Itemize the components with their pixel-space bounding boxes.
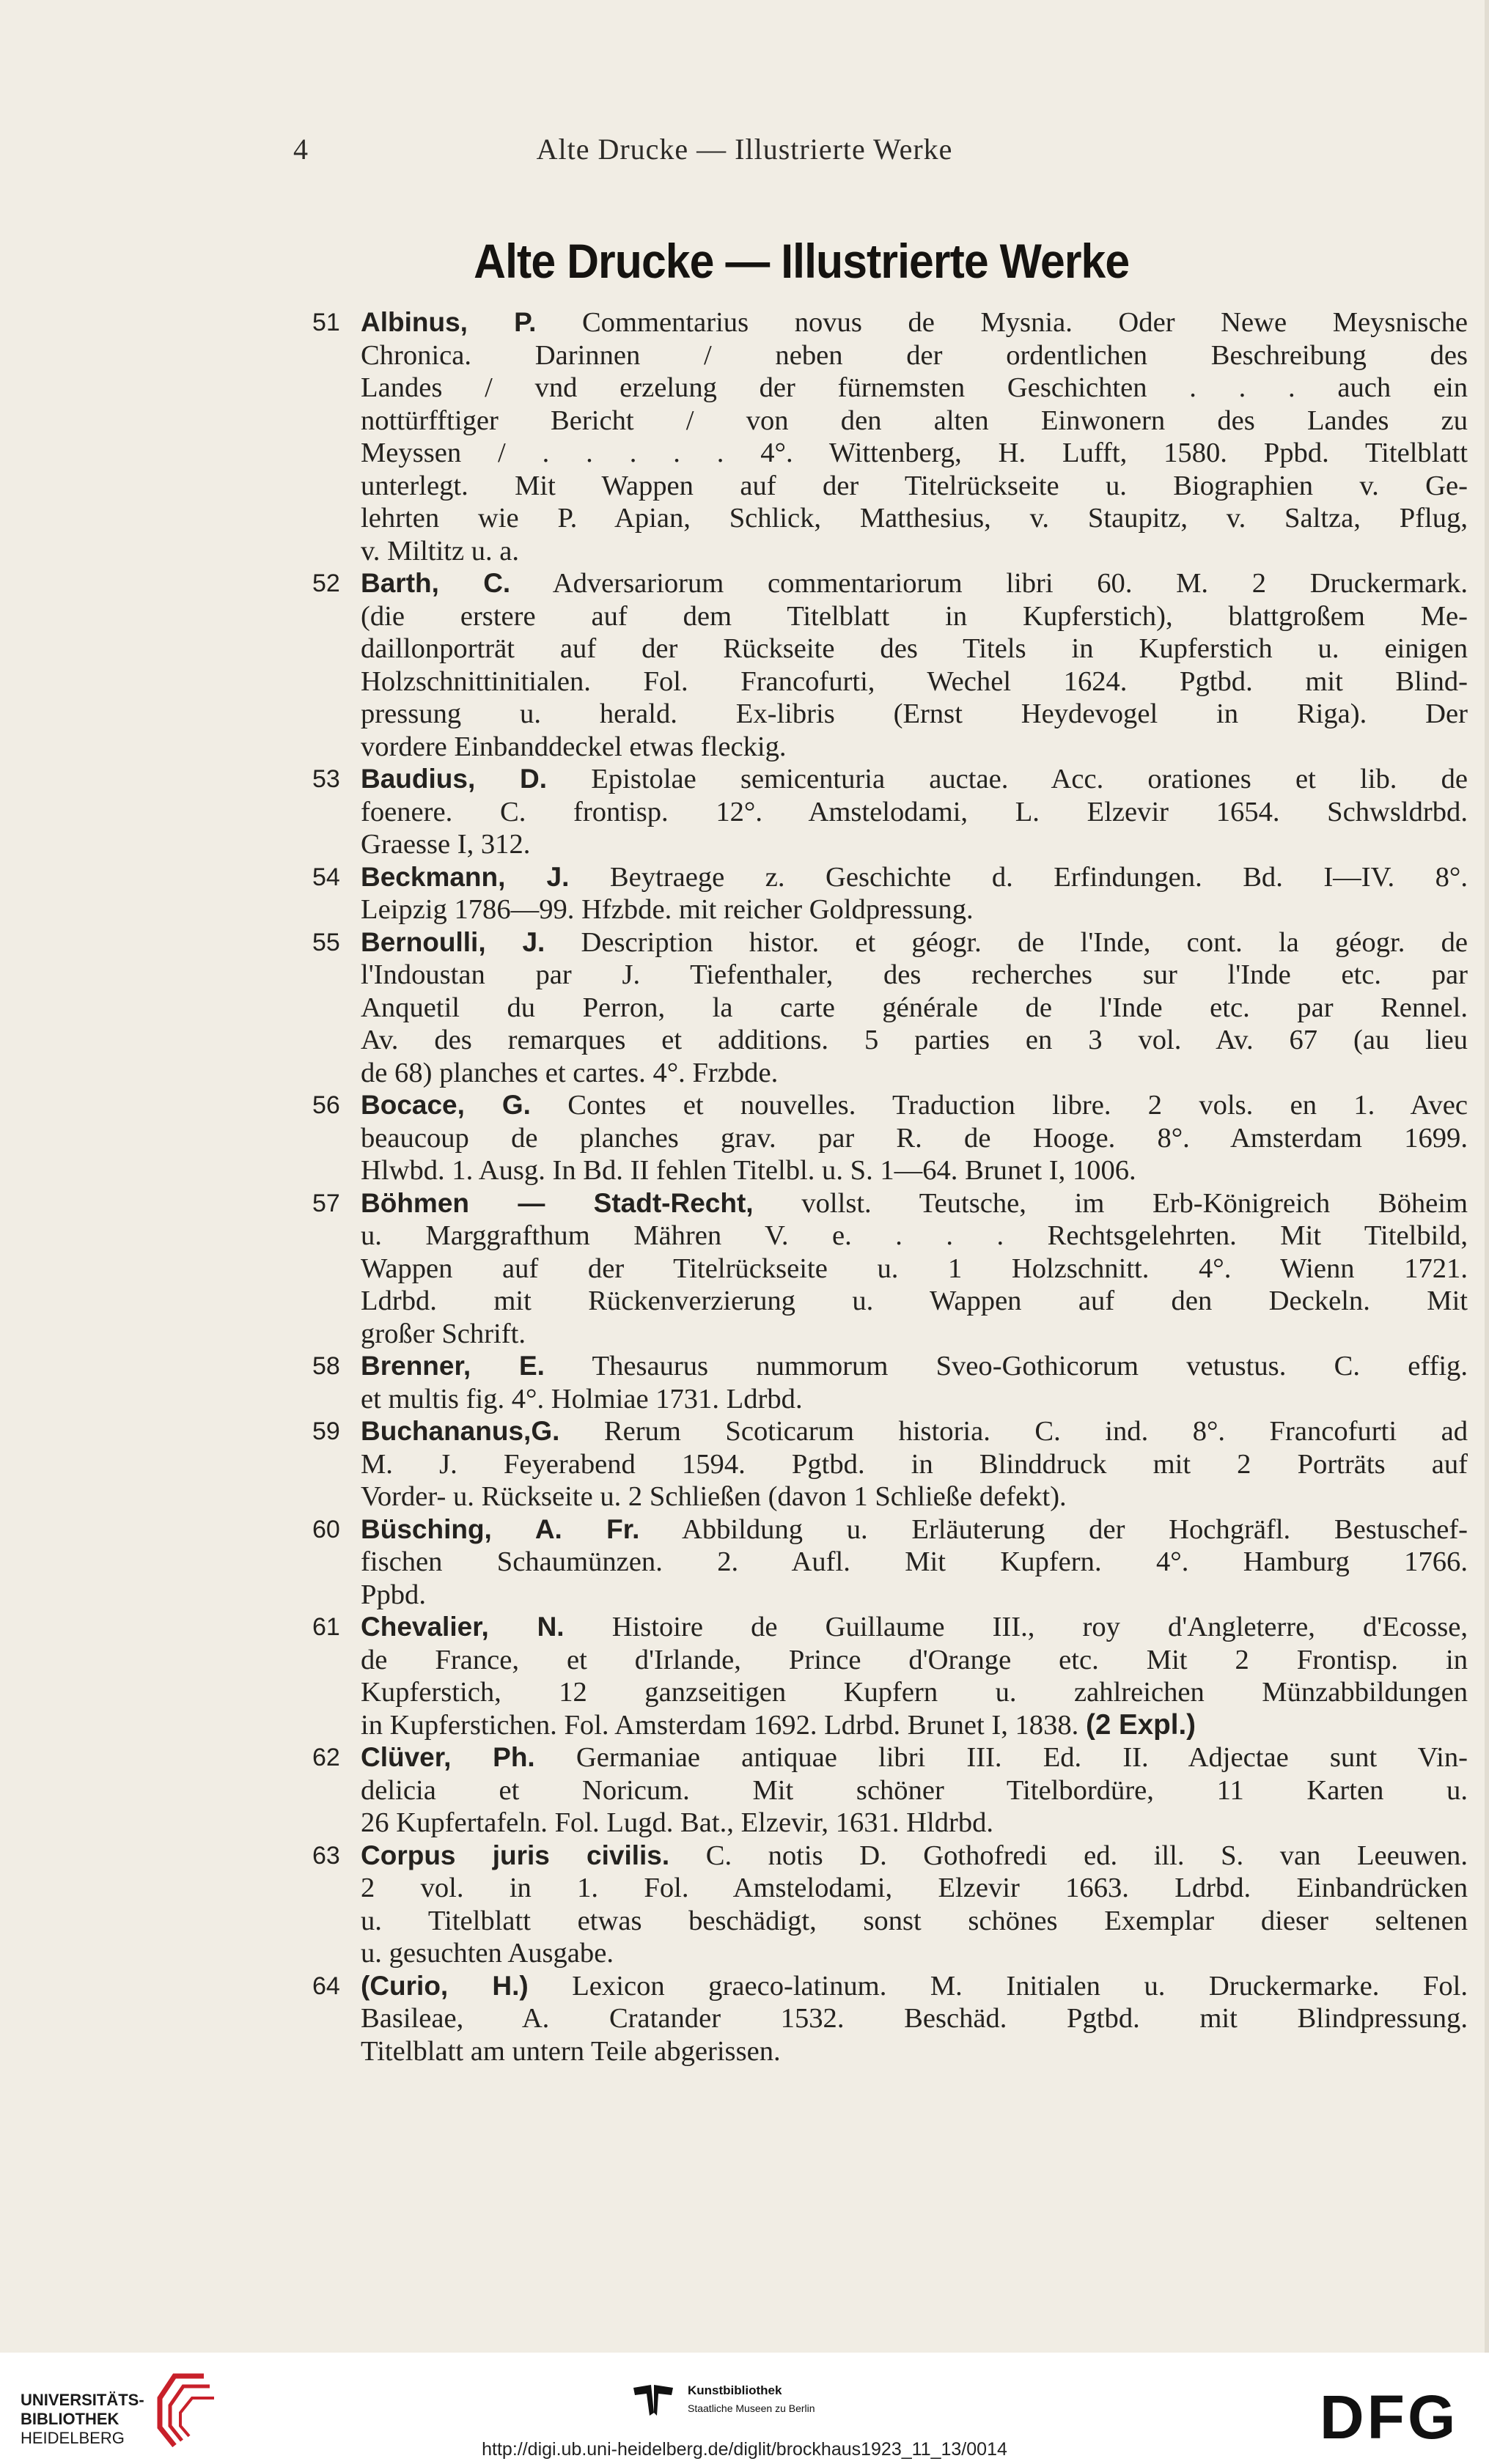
- entry-number: 52: [312, 569, 340, 597]
- entry-line: [361, 1089, 1468, 1122]
- entry-line: [361, 665, 1468, 698]
- entry-author: Chevalier, N.: [361, 1612, 565, 1642]
- entry-text: Anquetil du Perron, la carte générale de l'Inde etc. par Rennel.: [361, 992, 1468, 1023]
- entry-line: [361, 306, 1468, 339]
- library-line-1: UNIVERSITÄTS-: [21, 2391, 144, 2409]
- entry-author: Büsching, A. Fr.: [361, 1513, 640, 1544]
- entry-author: Böhmen — Stadt-Recht,: [361, 1187, 754, 1218]
- entry-line: [361, 1480, 1468, 1513]
- catalogue-entry: [312, 1741, 1468, 1840]
- footer-bar: [0, 2353, 1489, 2464]
- entry-text: Histoire de Guillaume III., roy d'Angleterre, d'Ecosse,: [564, 1612, 1468, 1642]
- entry-line: [361, 600, 1468, 633]
- entry-text: u. Titelblatt etwas beschädigt, sonst schönes Exemplar dieser seltenen: [361, 1905, 1468, 1936]
- catalogue-entry: [312, 1513, 1468, 1612]
- entry-author: Brenner, E.: [361, 1351, 545, 1381]
- entry-line: [361, 470, 1468, 503]
- entry-line: [361, 632, 1468, 665]
- entry-text: Abbildung u. Erläuterung der Hochgräfl. Bestuschef-: [639, 1513, 1468, 1545]
- entry-author: Bocace, G.: [361, 1090, 531, 1120]
- entry-text: Vorder- u. Rückseite u. 2 Schließen (davon 1 Schließe defekt).: [361, 1481, 1067, 1512]
- entry-line: [361, 731, 1468, 764]
- entry-line: [361, 1448, 1468, 1481]
- entry-line: [361, 437, 1468, 470]
- entry-text: daillonporträt auf der Rückseite des Titels in Kupferstich u. einigen: [361, 633, 1468, 664]
- entry-line: [361, 861, 1468, 894]
- entry-text: C. notis D. Gothofredi ed. ill. S. van Leeuwen.: [669, 1840, 1468, 1871]
- library-line-2: BIBLIOTHEK: [21, 2410, 120, 2428]
- entry-line: [361, 1905, 1468, 1938]
- entry-text: Germaniae antiquae libri III. Ed. II. Adjectae sunt Vin-: [534, 1742, 1468, 1773]
- catalogue-entry: [312, 926, 1468, 1090]
- catalogue-entry: [312, 1415, 1468, 1513]
- entry-number: 57: [312, 1189, 340, 1217]
- entry-line: [361, 1644, 1468, 1677]
- catalogue-entry: [312, 1350, 1468, 1415]
- entry-text: Leipzig 1786—99. Hfzbde. mit reicher Goldpressung.: [361, 894, 974, 925]
- kunstbibliothek-title: Kunstbibliothek: [688, 2383, 782, 2397]
- catalogue-entry: [312, 1187, 1468, 1351]
- entry-author: (Curio, H.): [361, 1970, 529, 2001]
- entry-line: [361, 1579, 1468, 1612]
- entry-line: [361, 959, 1468, 992]
- library-emblem-icon: [152, 2369, 226, 2449]
- entry-text: Rerum Scoticarum historia. C. ind. 8°. Francofurti ad: [559, 1416, 1468, 1447]
- entry-number: 63: [312, 1841, 340, 1870]
- entry-line: [361, 1546, 1468, 1579]
- entry-author: Beckmann, J.: [361, 861, 570, 892]
- entry-text: vollst. Teutsche, im Erb-Königreich Böheim: [753, 1187, 1468, 1219]
- entry-line: [361, 1122, 1468, 1155]
- entry-text: Thesaurus nummorum Sveo-Gothicorum vetustus. C. effig.: [544, 1351, 1468, 1382]
- entry-text: Ppbd.: [361, 1579, 426, 1610]
- entry-line: [361, 763, 1468, 796]
- entry-line: [361, 405, 1468, 438]
- entry-line: [361, 372, 1468, 405]
- entry-text: l'Indoustan par J. Tiefenthaler, des recherches sur l'Inde etc. par: [361, 959, 1468, 990]
- entry-text: in Kupferstichen. Fol. Amsterdam 1692. Ldrbd. Brunet I, 1838.: [361, 1709, 1086, 1741]
- entry-line: [361, 1676, 1468, 1709]
- entry-number: 55: [312, 928, 340, 956]
- entry-line: [361, 1285, 1468, 1318]
- entry-author: Albinus, P.: [361, 307, 537, 337]
- entry-text: et multis fig. 4°. Holmiae 1731. Ldrbd.: [361, 1383, 803, 1414]
- entry-text: fischen Schaumünzen. 2. Aufl. Mit Kupfern. 4°. Hamburg 1766.: [361, 1546, 1468, 1577]
- entry-line: [361, 992, 1468, 1025]
- entry-line: [361, 698, 1468, 731]
- catalogue-entry: [312, 306, 1468, 567]
- entry-line: [361, 1840, 1468, 1873]
- entry-line: [361, 1253, 1468, 1286]
- entry-line: [361, 1024, 1468, 1057]
- entry-number: 56: [312, 1091, 340, 1119]
- entry-line: [361, 1187, 1468, 1220]
- entry-text: pressung u. herald. Ex-libris (Ernst Heydevogel in Riga). Der: [361, 698, 1468, 729]
- entry-line: [361, 339, 1468, 372]
- entry-number: 59: [312, 1417, 340, 1445]
- entry-line: [361, 926, 1468, 959]
- catalogue-entry: [312, 763, 1468, 861]
- entry-text: vordere Einbanddeckel etwas fleckig.: [361, 731, 787, 762]
- entry-text: lehrten wie P. Apian, Schlick, Matthesius, v. Staupitz, v. Saltza, Pflug,: [361, 503, 1468, 534]
- entry-line: [361, 2002, 1468, 2035]
- entry-line: [361, 1057, 1468, 1090]
- catalogue-entry: [312, 861, 1468, 926]
- entry-line: [361, 1937, 1468, 1970]
- entry-text: (die erstere auf dem Titelblatt in Kupferstich), blattgroßem Me-: [361, 600, 1468, 632]
- entry-number: 58: [312, 1352, 340, 1380]
- catalogue-entries: [312, 306, 1468, 2068]
- entry-line: [361, 796, 1468, 829]
- entry-number: 53: [312, 765, 340, 793]
- kunstbibliothek-mark-icon: [632, 2383, 676, 2417]
- entry-text: Commentarius novus de Mysnia. Oder Newe Meysnische: [536, 307, 1468, 338]
- entry-text: Ldrbd. mit Rückenverzierung u. Wappen auf den Deckeln. Mit: [361, 1286, 1468, 1316]
- entry-line: [361, 567, 1468, 600]
- entry-line: [361, 1611, 1468, 1644]
- entry-text: beaucoup de planches grav. par R. de Hooge. 8°. Amsterdam 1699.: [361, 1122, 1468, 1154]
- entry-text: Adversariorum commentariorum libri 60. M. 2 Druckermark.: [510, 568, 1468, 599]
- entry-text: Meyssen / . . . . . 4°. Wittenberg, H. Lufft, 1580. Ppbd. Titelblatt: [361, 438, 1468, 468]
- entry-text: v. Miltitz u. a.: [361, 535, 520, 567]
- entry-text: unterlegt. Mit Wappen auf der Titelrückseite u. Biographien v. Ge-: [361, 470, 1468, 501]
- entry-number: 54: [312, 863, 340, 891]
- kunstbibliothek-logo[interactable]: [632, 2379, 867, 2430]
- running-head: [0, 132, 1489, 176]
- entry-line: [361, 828, 1468, 861]
- library-line-3: HEIDELBERG: [21, 2429, 125, 2447]
- entry-text: de France, et d'Irlande, Prince d'Orange etc. Mit 2 Frontisp. in: [361, 1644, 1468, 1675]
- entry-text: u. Marggrafthum Mähren V. e. . . . Rechtsgelehrten. Mit Titelbild,: [361, 1220, 1468, 1251]
- entry-line: [361, 1970, 1468, 2003]
- entry-number: 60: [312, 1515, 340, 1543]
- entry-line: [361, 1709, 1468, 1742]
- entry-text: Av. des remarques et additions. 5 parties en 3 vol. Av. 67 (au lieu: [361, 1025, 1468, 1055]
- entry-text: Beytraege z. Geschichte d. Erfindungen. Bd. I—IV. 8°.: [569, 861, 1468, 893]
- catalogue-entry: [312, 1089, 1468, 1187]
- entry-line: [361, 1415, 1468, 1448]
- catalogue-entry: [312, 1611, 1468, 1741]
- entry-text: Wappen auf der Titelrückseite u. 1 Holzschnitt. 4°. Wienn 1721.: [361, 1253, 1468, 1284]
- entry-author: Bernoulli, J.: [361, 926, 545, 957]
- entry-text: M. J. Feyerabend 1594. Pgtbd. in Blinddruck mit 2 Porträts auf: [361, 1448, 1468, 1480]
- kunstbibliothek-subtitle: Staatliche Museen zu Berlin: [688, 2402, 815, 2414]
- entry-text: großer Schrift.: [361, 1318, 526, 1349]
- entry-text: 2 vol. in 1. Fol. Amstelodami, Elzevir 1663. Ldrbd. Einbandrücken: [361, 1873, 1468, 1903]
- entry-author: Corpus juris civilis.: [361, 1840, 670, 1870]
- entry-text: foenere. C. frontisp. 12°. Amstelodami, L. Elzevir 1654. Schwsldrbd.: [361, 796, 1468, 827]
- entry-line: [361, 1872, 1468, 1905]
- entry-line: [361, 1318, 1468, 1351]
- running-head-title: Alte Drucke — Illustrierte Werke: [536, 133, 953, 166]
- entry-text: Description histor. et géogr. de l'Inde, cont. la géogr. de: [545, 926, 1468, 958]
- entry-line: [361, 1383, 1468, 1416]
- entry-line: [361, 893, 1468, 926]
- entry-text: Chronica. Darinnen / neben der ordentlichen Beschreibung des: [361, 339, 1468, 371]
- entry-text: Graesse I, 312.: [361, 829, 531, 860]
- entry-text: Landes / vnd erzelung der fürnemsten Geschichten . . . auch ein: [361, 372, 1468, 403]
- catalogue-entry: [312, 567, 1468, 763]
- entry-text: delicia et Noricum. Mit schöner Titelbordüre, 11 Karten u.: [361, 1774, 1468, 1806]
- entry-line: [361, 1154, 1468, 1187]
- entry-text: Basileae, A. Cratander 1532. Beschäd. Pgtbd. mit Blindpressung.: [361, 2003, 1468, 2034]
- entry-line: [361, 1741, 1468, 1774]
- entry-author: Clüver, Ph.: [361, 1742, 535, 1772]
- entry-line: [361, 1350, 1468, 1383]
- entry-line: [361, 2035, 1468, 2068]
- entry-number: 64: [312, 1971, 340, 2000]
- page-title: Alte Drucke — Illustrierte Werke: [474, 234, 1130, 288]
- entry-number: 51: [312, 309, 340, 336]
- entry-text: Titelblatt am untern Teile abgerissen.: [361, 2035, 781, 2067]
- entry-text: de 68) planches et cartes. 4°. Frzbde.: [361, 1057, 779, 1088]
- entry-text: Kupferstich, 12 ganzseitigen Kupfern u. zahlreichen Münzabbildungen: [361, 1677, 1468, 1708]
- entry-author: Baudius, D.: [361, 764, 548, 794]
- entry-text: Contes et nouvelles. Traduction libre. 2 vols. en 1. Avec: [530, 1090, 1468, 1121]
- entry-author: (2 Expl.): [1085, 1708, 1196, 1741]
- permalink-url[interactable]: http://digi.ub.uni-heidelberg.de/diglit/brockhaus1923_11_13/0014: [482, 2439, 1007, 2460]
- heidelberg-library-logo[interactable]: [21, 2369, 226, 2449]
- entry-author: Barth, C.: [361, 568, 511, 598]
- entry-line: [361, 1774, 1468, 1807]
- entry-line: [361, 1807, 1468, 1840]
- entry-author: Buchananus,G.: [361, 1416, 560, 1446]
- entry-text: Lexicon graeco-latinum. M. Initialen u. Druckermarke. Fol.: [528, 1970, 1468, 2002]
- entry-text: 26 Kupfertafeln. Fol. Lugd. Bat., Elzevir, 1631. Hldrbd.: [361, 1807, 994, 1838]
- dfg-logo[interactable]: DFG: [1320, 2383, 1459, 2452]
- catalogue-entry: [312, 1840, 1468, 1970]
- entry-text: u. gesuchten Ausgabe.: [361, 1938, 614, 1969]
- entry-text: nottürfftiger Bericht / von den alten Einwonern des Landes zu: [361, 405, 1468, 436]
- entry-text: Hlwbd. 1. Ausg. In Bd. II fehlen Titelbl. u. S. 1—64. Brunet I, 1006.: [361, 1155, 1136, 1186]
- entry-line: [361, 502, 1468, 535]
- entry-line: [361, 535, 1468, 568]
- entry-number: 61: [312, 1613, 340, 1641]
- entry-line: [361, 1513, 1468, 1546]
- entry-text: Holzschnittinitialen. Fol. Francofurti, Wechel 1624. Pgtbd. mit Blind-: [361, 665, 1468, 697]
- page-number: 4: [293, 133, 309, 166]
- catalogue-entry: [312, 1970, 1468, 2068]
- entry-text: Epistolae semicenturia auctae. Acc. orationes et lib. de: [547, 764, 1468, 794]
- entry-line: [361, 1220, 1468, 1253]
- entry-number: 62: [312, 1744, 340, 1771]
